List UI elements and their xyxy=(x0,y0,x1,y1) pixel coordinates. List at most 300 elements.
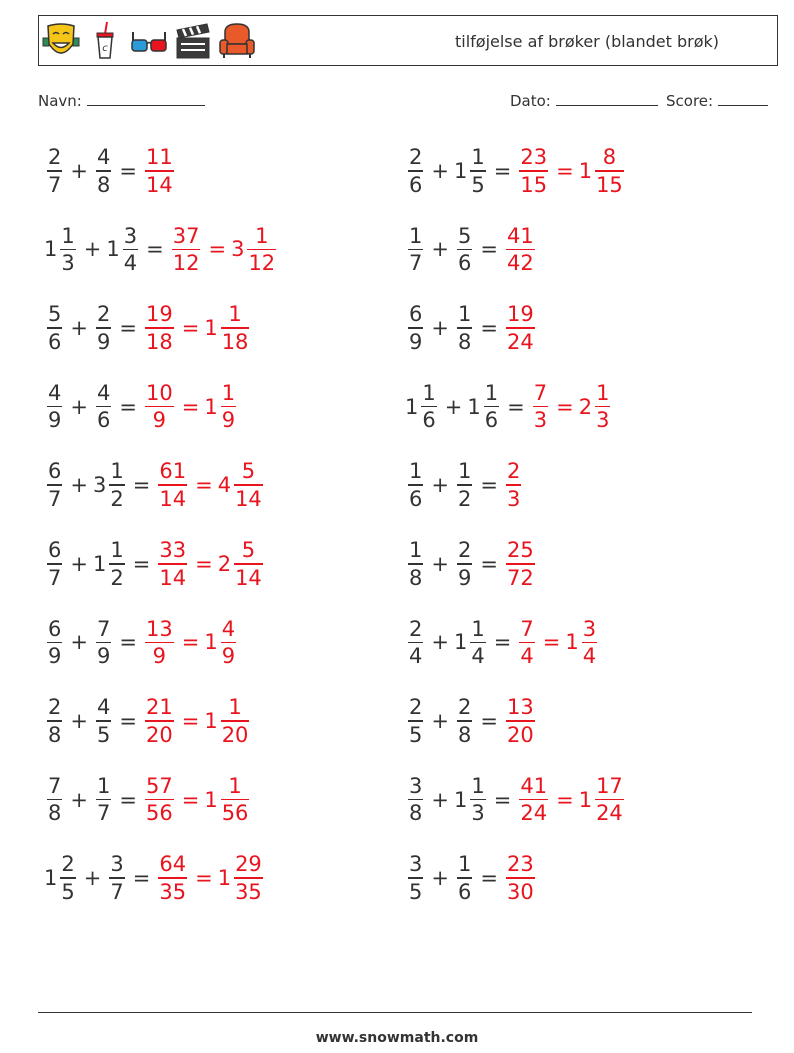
theater-mask-icon xyxy=(41,18,81,62)
problem-4 xyxy=(405,223,538,277)
answer-fraction xyxy=(145,301,174,355)
numerator: 1 xyxy=(457,459,472,484)
denominator: 42 xyxy=(506,251,534,276)
denominator: 2 xyxy=(110,486,124,511)
numerator: 7 xyxy=(533,380,548,405)
plus-sign: + xyxy=(70,787,88,812)
numerator: 2 xyxy=(409,616,423,641)
denominator: 35 xyxy=(235,879,262,904)
answer-fraction xyxy=(506,537,535,591)
numerator: 7 xyxy=(96,616,111,641)
equals-sign: = xyxy=(493,630,512,655)
answer-fraction xyxy=(506,301,535,355)
numerator: 1 xyxy=(471,616,485,641)
answer-fraction xyxy=(519,144,548,198)
date-label: Dato: xyxy=(510,92,551,110)
numerator: 3 xyxy=(409,773,423,798)
numerator: 23 xyxy=(506,852,534,877)
equals-sign: = xyxy=(132,866,151,891)
plus-sign: + xyxy=(83,866,102,891)
denominator: 8 xyxy=(457,722,472,747)
fraction xyxy=(408,616,423,670)
fraction xyxy=(47,537,62,591)
answer-fraction xyxy=(247,223,276,277)
whole-number: 2 xyxy=(578,394,593,419)
problem-7 xyxy=(44,380,239,434)
answer-fraction xyxy=(158,537,187,591)
numerator: 7 xyxy=(520,616,534,641)
fraction xyxy=(96,694,111,748)
denominator: 8 xyxy=(96,172,111,197)
equals-sign: = xyxy=(119,630,137,655)
denominator: 2 xyxy=(457,486,472,511)
plus-sign: + xyxy=(431,708,449,733)
fraction xyxy=(408,537,423,591)
denominator: 35 xyxy=(159,879,187,904)
answer-fraction xyxy=(506,458,521,512)
numerator: 2 xyxy=(457,695,472,720)
answer-fraction xyxy=(234,851,263,905)
numerator: 41 xyxy=(520,773,548,798)
whole-number: 1 xyxy=(578,158,593,183)
numerator: 5 xyxy=(48,302,62,327)
numerator: 4 xyxy=(48,380,62,405)
answer-fraction xyxy=(506,694,535,748)
denominator: 3 xyxy=(471,801,485,826)
numerator: 6 xyxy=(48,538,62,562)
numerator: 2 xyxy=(457,538,472,562)
answer-fraction xyxy=(158,458,187,512)
equals-sign: = xyxy=(119,708,137,733)
equals-sign: = xyxy=(480,315,498,340)
numerator: 64 xyxy=(159,852,187,877)
fraction xyxy=(47,380,62,434)
problem-19 xyxy=(44,851,266,905)
svg-text:c: c xyxy=(102,43,108,54)
plus-sign: + xyxy=(70,315,88,340)
numerator: 6 xyxy=(409,302,423,327)
plus-sign: + xyxy=(70,630,88,655)
plus-sign: + xyxy=(431,630,449,655)
numerator: 2 xyxy=(506,459,521,484)
numerator: 5 xyxy=(457,223,472,248)
whole-number: 1 xyxy=(204,630,218,655)
numerator: 1 xyxy=(228,695,242,720)
whole-number: 1 xyxy=(92,551,107,576)
numerator: 6 xyxy=(48,459,62,484)
denominator: 30 xyxy=(506,879,534,904)
numerator: 1 xyxy=(110,459,124,484)
denominator: 5 xyxy=(96,722,111,747)
numerator: 61 xyxy=(159,459,187,484)
numerator: 19 xyxy=(145,302,173,327)
denominator: 56 xyxy=(221,801,249,826)
denominator: 3 xyxy=(506,486,521,511)
equals-sign: = xyxy=(132,473,151,498)
numerator: 1 xyxy=(228,773,242,798)
problem-11 xyxy=(44,537,266,591)
numerator: 23 xyxy=(520,145,548,169)
whole-number: 1 xyxy=(467,394,481,419)
plus-sign: + xyxy=(444,394,463,419)
problem-2 xyxy=(405,144,627,198)
whole-number: 1 xyxy=(106,237,120,262)
plus-sign: + xyxy=(431,473,449,498)
whole-number: 1 xyxy=(204,394,218,419)
numerator: 2 xyxy=(48,145,62,169)
plus-sign: + xyxy=(431,866,449,891)
numerator: 4 xyxy=(96,380,111,405)
whole-number: 2 xyxy=(217,551,232,576)
clapperboard-icon xyxy=(173,18,213,62)
fraction xyxy=(47,144,62,198)
equals-sign: = xyxy=(132,551,151,576)
answer-fraction xyxy=(221,694,250,748)
answer-fraction xyxy=(145,616,174,670)
numerator: 1 xyxy=(457,852,472,877)
denominator: 6 xyxy=(422,408,436,433)
plus-sign: + xyxy=(70,394,88,419)
equals-sign: = xyxy=(208,237,227,262)
denominator: 20 xyxy=(145,722,173,747)
problem-5 xyxy=(44,301,252,355)
date-blank[interactable] xyxy=(556,104,658,106)
equals-sign: = xyxy=(480,473,498,498)
denominator: 3 xyxy=(596,408,610,433)
numerator: 41 xyxy=(506,223,534,248)
numerator: 3 xyxy=(582,616,597,641)
denominator: 4 xyxy=(520,644,534,669)
fraction xyxy=(96,616,111,670)
fraction xyxy=(457,301,472,355)
whole-number: 1 xyxy=(453,787,468,812)
denominator: 6 xyxy=(48,329,62,354)
whole-number: 1 xyxy=(217,866,232,891)
denominator: 9 xyxy=(48,408,62,433)
plus-sign: + xyxy=(70,473,88,498)
fraction xyxy=(47,773,62,827)
numerator: 1 xyxy=(221,380,236,405)
equals-sign: = xyxy=(556,394,574,419)
denominator: 72 xyxy=(506,565,534,590)
fraction xyxy=(408,223,423,277)
equals-sign: = xyxy=(480,551,498,576)
problem-8 xyxy=(405,380,613,434)
fraction xyxy=(96,301,111,355)
denominator: 9 xyxy=(221,408,236,433)
fraction xyxy=(47,458,62,512)
numerator: 1 xyxy=(110,538,124,562)
numerator: 8 xyxy=(602,145,617,169)
numerator: 5 xyxy=(241,538,256,562)
whole-number: 1 xyxy=(565,630,579,655)
soda-cup-icon xyxy=(85,18,125,62)
fraction xyxy=(60,223,75,277)
denominator: 9 xyxy=(96,329,111,354)
denominator: 3 xyxy=(61,251,75,276)
fraction xyxy=(96,144,111,198)
answer-fraction xyxy=(595,380,610,434)
denominator: 14 xyxy=(145,172,173,197)
denominator: 56 xyxy=(145,801,173,826)
problem-9 xyxy=(44,458,266,512)
whole-number: 4 xyxy=(217,473,232,498)
denominator: 4 xyxy=(582,644,597,669)
denominator: 7 xyxy=(409,251,423,276)
denominator: 14 xyxy=(235,486,262,511)
denominator: 2 xyxy=(110,565,124,590)
numerator: 21 xyxy=(145,695,173,720)
name-label: Navn: xyxy=(38,92,82,110)
fraction xyxy=(123,223,138,277)
denominator: 12 xyxy=(248,251,276,276)
denominator: 5 xyxy=(409,722,423,747)
whole-number: 1 xyxy=(44,237,58,262)
fraction xyxy=(109,537,124,591)
equals-sign: = xyxy=(556,158,574,183)
numerator: 5 xyxy=(241,459,256,484)
answer-fraction xyxy=(506,851,535,905)
problem-10 xyxy=(405,458,524,512)
numerator: 2 xyxy=(409,145,423,169)
fraction xyxy=(408,773,423,827)
equals-sign: = xyxy=(119,787,137,812)
plus-sign: + xyxy=(70,708,88,733)
numerator: 4 xyxy=(221,616,236,641)
denominator: 6 xyxy=(409,172,423,197)
answer-fraction xyxy=(582,616,597,670)
fraction xyxy=(408,301,423,355)
plus-sign: + xyxy=(70,551,88,576)
problem-6 xyxy=(405,301,538,355)
numerator: 1 xyxy=(409,459,423,484)
fraction xyxy=(408,458,423,512)
whole-number: 1 xyxy=(44,866,58,891)
numerator: 1 xyxy=(96,773,111,798)
numerator: 1 xyxy=(409,223,423,248)
numerator: 4 xyxy=(96,695,111,720)
numerator: 4 xyxy=(96,145,111,169)
fraction xyxy=(47,301,62,355)
whole-number: 3 xyxy=(92,473,107,498)
equals-sign: = xyxy=(119,158,137,183)
denominator: 9 xyxy=(152,644,167,669)
answer-fraction xyxy=(595,773,624,827)
footer-divider xyxy=(38,1012,752,1013)
whole-number: 1 xyxy=(578,787,593,812)
numerator: 3 xyxy=(110,852,124,877)
denominator: 6 xyxy=(457,251,472,276)
equals-sign: = xyxy=(181,394,200,419)
problem-3 xyxy=(44,223,279,277)
score-label: Score: xyxy=(666,92,714,110)
denominator: 7 xyxy=(48,565,62,590)
denominator: 3 xyxy=(533,408,548,433)
denominator: 24 xyxy=(520,801,548,826)
denominator: 8 xyxy=(48,801,62,826)
whole-number: 1 xyxy=(453,158,468,183)
fraction xyxy=(457,458,472,512)
problem-20 xyxy=(405,851,538,905)
denominator: 15 xyxy=(596,172,623,197)
whole-number: 3 xyxy=(231,237,245,262)
armchair-icon xyxy=(217,18,257,62)
denominator: 14 xyxy=(159,486,187,511)
denominator: 7 xyxy=(48,486,62,511)
denominator: 9 xyxy=(96,644,111,669)
fraction xyxy=(47,694,62,748)
numerator: 1 xyxy=(457,302,472,327)
fraction xyxy=(457,851,472,905)
numerator: 25 xyxy=(506,538,534,562)
equals-sign: = xyxy=(480,237,498,262)
whole-number: 1 xyxy=(204,787,218,812)
fraction xyxy=(109,851,124,905)
equals-sign: = xyxy=(480,866,498,891)
denominator: 8 xyxy=(409,565,423,590)
denominator: 5 xyxy=(409,879,423,904)
numerator: 1 xyxy=(228,302,242,327)
denominator: 12 xyxy=(172,251,200,276)
fraction xyxy=(96,773,111,827)
name-field xyxy=(38,92,205,110)
header-icons xyxy=(41,18,257,62)
date-field xyxy=(510,92,658,110)
answer-fraction xyxy=(221,773,250,827)
denominator: 18 xyxy=(221,329,249,354)
fraction xyxy=(484,380,499,434)
numerator: 2 xyxy=(48,695,62,720)
fraction xyxy=(408,694,423,748)
numerator: 13 xyxy=(145,616,173,641)
numerator: 3 xyxy=(123,223,138,248)
answer-fraction xyxy=(234,458,263,512)
answer-fraction xyxy=(145,773,174,827)
equals-sign: = xyxy=(542,630,561,655)
answer-fraction xyxy=(519,616,534,670)
equals-sign: = xyxy=(195,473,213,498)
denominator: 7 xyxy=(96,801,111,826)
equals-sign: = xyxy=(181,787,200,812)
problem-17 xyxy=(44,773,252,827)
score-blank[interactable] xyxy=(718,104,768,106)
equals-sign: = xyxy=(493,787,512,812)
denominator: 9 xyxy=(221,644,236,669)
fraction xyxy=(408,851,423,905)
equals-sign: = xyxy=(119,315,137,340)
worksheet-header xyxy=(38,15,778,66)
fraction xyxy=(470,773,485,827)
name-blank[interactable] xyxy=(87,104,205,106)
whole-number: 1 xyxy=(405,394,419,419)
denominator: 24 xyxy=(506,329,534,354)
equals-sign: = xyxy=(181,630,200,655)
denominator: 4 xyxy=(471,644,485,669)
problem-13 xyxy=(44,616,239,670)
numerator: 3 xyxy=(409,852,423,877)
score-field xyxy=(666,92,768,110)
answer-fraction xyxy=(519,773,548,827)
numerator: 37 xyxy=(172,223,200,248)
answer-fraction xyxy=(221,380,236,434)
denominator: 20 xyxy=(221,722,249,747)
answer-fraction xyxy=(145,380,174,434)
whole-number: 1 xyxy=(204,708,218,733)
denominator: 9 xyxy=(457,565,472,590)
numerator: 13 xyxy=(506,695,534,720)
denominator: 18 xyxy=(145,329,173,354)
equals-sign: = xyxy=(195,551,213,576)
denominator: 20 xyxy=(506,722,534,747)
numerator: 1 xyxy=(484,380,499,405)
numerator: 33 xyxy=(159,538,187,562)
worksheet-title: tilføjelse af brøker (blandet brøk) xyxy=(454,32,719,51)
3d-glasses-icon xyxy=(129,18,169,62)
fraction xyxy=(421,380,436,434)
denominator: 9 xyxy=(152,408,167,433)
equals-sign: = xyxy=(556,787,574,812)
problem-15 xyxy=(44,694,252,748)
numerator: 1 xyxy=(471,145,485,169)
answer-fraction xyxy=(158,851,187,905)
denominator: 7 xyxy=(48,172,62,197)
problem-16 xyxy=(405,694,538,748)
whole-number: 1 xyxy=(453,630,468,655)
numerator: 2 xyxy=(96,302,111,327)
fraction xyxy=(470,616,485,670)
denominator: 6 xyxy=(484,408,499,433)
equals-sign: = xyxy=(493,158,512,183)
plus-sign: + xyxy=(431,315,449,340)
equals-sign: = xyxy=(146,237,164,262)
denominator: 14 xyxy=(235,565,262,590)
answer-fraction xyxy=(533,380,548,434)
denominator: 4 xyxy=(123,251,138,276)
equals-sign: = xyxy=(181,708,200,733)
denominator: 7 xyxy=(110,879,124,904)
equals-sign: = xyxy=(507,394,525,419)
problem-1 xyxy=(44,144,177,198)
numerator: 57 xyxy=(145,773,173,798)
numerator: 1 xyxy=(471,773,485,798)
numerator: 1 xyxy=(61,223,75,248)
equals-sign: = xyxy=(181,315,200,340)
answer-fraction xyxy=(145,144,174,198)
plus-sign: + xyxy=(431,787,449,812)
numerator: 11 xyxy=(145,145,173,169)
answer-fraction xyxy=(145,694,174,748)
denominator: 6 xyxy=(457,879,472,904)
fraction xyxy=(457,223,472,277)
denominator: 5 xyxy=(61,879,75,904)
whole-number: 1 xyxy=(204,315,218,340)
equals-sign: = xyxy=(480,708,498,733)
fraction xyxy=(457,537,472,591)
fraction xyxy=(457,694,472,748)
fraction xyxy=(408,144,423,198)
fraction xyxy=(47,616,62,670)
answer-fraction xyxy=(234,537,263,591)
denominator: 5 xyxy=(471,172,485,197)
answer-fraction xyxy=(595,144,624,198)
numerator: 1 xyxy=(255,223,269,248)
numerator: 19 xyxy=(506,302,534,327)
fraction xyxy=(96,380,111,434)
plus-sign: + xyxy=(431,237,449,262)
plus-sign: + xyxy=(83,237,102,262)
denominator: 8 xyxy=(409,801,423,826)
problem-18 xyxy=(405,773,627,827)
